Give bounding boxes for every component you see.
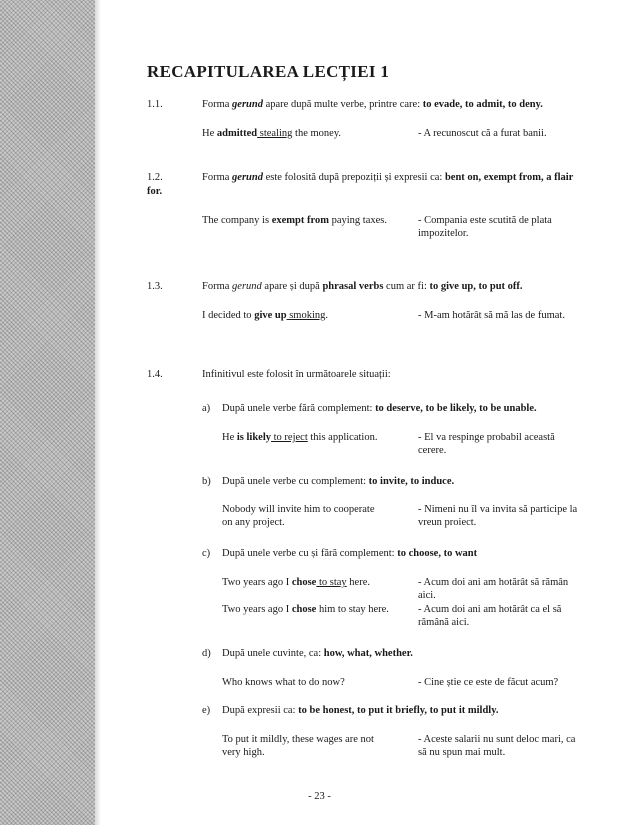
gerund-term: gerund — [232, 99, 263, 110]
item-label-b: b) — [202, 476, 211, 487]
text-run: După unele cuvinte, ca: — [222, 648, 324, 659]
section-number-1-1: 1.1. — [147, 99, 163, 110]
text-run: Two years ago I — [222, 604, 292, 615]
text-run: Two years ago I — [222, 577, 292, 588]
item-label-d: d) — [202, 648, 211, 659]
example-ro-1-1: - A recunoscut că a furat banii. — [418, 128, 547, 139]
text-run: După unele verbe cu complement: — [222, 476, 369, 487]
text-run: here. — [346, 577, 370, 588]
example-ro-c1: - Acum doi ani am hotărât să rămân aici. — [418, 577, 569, 601]
example-en-c1 — [222, 576, 412, 589]
text-run: Forma — [202, 99, 233, 110]
key-verb: admitted — [216, 128, 258, 139]
text-run: him to stay here. — [316, 604, 389, 615]
preposition-list-end: for. — [147, 186, 163, 197]
verb-list: to evade, to admit, to deny. — [422, 99, 543, 110]
text-run: este folosită după prepoziții și expresii ca: — [262, 172, 445, 183]
gerund-term: gerund — [232, 281, 262, 292]
key-verb: chose — [291, 577, 317, 588]
example-en-b: Nobody will invite him to cooperate on any project. — [222, 504, 375, 528]
example-ro-a: - El va respinge probabil această cerere. — [418, 432, 555, 456]
text-run: apare după multe verbe, printre care: — [262, 99, 423, 110]
item-label-c: c) — [202, 548, 211, 559]
section-1-2-text-continued — [147, 185, 162, 198]
underlined-infinitive: to reject — [271, 432, 308, 443]
phrasal-verbs-term: phrasal verbs — [322, 281, 384, 292]
text-run: He — [202, 128, 217, 139]
item-c-text — [222, 547, 612, 560]
section-1-3-text — [202, 280, 632, 293]
verb-list: to invite, to induce. — [368, 476, 455, 487]
text-run: the money. — [292, 128, 342, 139]
item-a-text — [222, 402, 612, 415]
text-run: . — [325, 310, 328, 321]
text-run: apare și după — [261, 281, 323, 292]
item-label-e: e) — [202, 705, 211, 716]
section-1-1-text — [202, 98, 632, 111]
item-b-text — [222, 475, 612, 488]
page-edge-shadow — [95, 0, 101, 825]
section-1-4-text: Infinitivul este folosit în următoarele situații: — [202, 369, 391, 380]
section-number-1-4: 1.4. — [147, 369, 163, 380]
example-en-1-2 — [202, 214, 392, 227]
page-title: RECAPITULAREA LECȚIEI 1 — [147, 62, 390, 81]
text-run: După expresii ca: — [222, 705, 299, 716]
example-en-1-3 — [202, 309, 392, 322]
example-en-d: Who knows what to do now? — [222, 677, 345, 688]
verb-list: to deserve, to be likely, to be unable. — [375, 403, 537, 414]
example-en-c2 — [222, 603, 412, 616]
example-ro-1-2: - Compania este scutită de plata impozitelor. — [418, 215, 552, 239]
example-ro-c2: - Acum doi ani am hotărât ca el să rămână aici. — [418, 604, 562, 628]
scanned-page-edge — [0, 0, 95, 825]
section-number-1-2: 1.2. — [147, 172, 163, 183]
text-run: cum ar fi: — [383, 281, 430, 292]
underlined-gerund: smoking — [286, 310, 326, 321]
section-1-2-text — [202, 171, 632, 184]
page-number: - 23 - — [308, 791, 331, 802]
text-run: Forma — [202, 281, 233, 292]
key-phrase: exempt from — [271, 215, 329, 226]
key-verb: chose — [291, 604, 317, 615]
item-d-text — [222, 647, 612, 660]
verb-list: to choose, to want — [397, 548, 478, 559]
text-run: După unele verbe cu și fără complement: — [222, 548, 398, 559]
word-list: how, what, whether. — [323, 648, 413, 659]
example-ro-d: - Cine știe ce este de făcut acum? — [418, 677, 559, 688]
text-run: He — [222, 432, 237, 443]
text-run: paying taxes. — [328, 215, 387, 226]
example-en-1-1 — [202, 127, 392, 140]
key-verb: give up — [254, 310, 287, 321]
example-ro-1-3: - M-am hotărât să mă las de fumat. — [418, 310, 565, 321]
section-number-1-3: 1.3. — [147, 281, 163, 292]
phrasal-verb-list: to give up, to put off. — [429, 281, 523, 292]
example-en-a — [222, 431, 412, 444]
item-label-a: a) — [202, 403, 211, 414]
underlined-infinitive: to stay — [316, 577, 347, 588]
text-run: I decided to — [202, 310, 255, 321]
example-ro-b: - Nimeni nu îl va invita să participe la vreun proiect. — [418, 504, 578, 528]
underlined-gerund: stealing — [257, 128, 293, 139]
key-verb: is likely — [236, 432, 272, 443]
expression-list: to be honest, to put it briefly, to put it mildly. — [298, 705, 499, 716]
gerund-term: gerund — [232, 172, 263, 183]
text-run: După unele verbe fără complement: — [222, 403, 376, 414]
text-run: Forma — [202, 172, 233, 183]
text-run: The company is — [202, 215, 272, 226]
example-ro-e: - Aceste salarii nu sunt deloc mari, ca să nu spun mai mult. — [418, 734, 576, 758]
text-run: this application. — [307, 432, 378, 443]
preposition-list: bent on, exempt from, a flair — [444, 172, 574, 183]
item-e-text — [222, 704, 612, 717]
example-en-e: To put it mildly, these wages are not very high. — [222, 734, 374, 758]
